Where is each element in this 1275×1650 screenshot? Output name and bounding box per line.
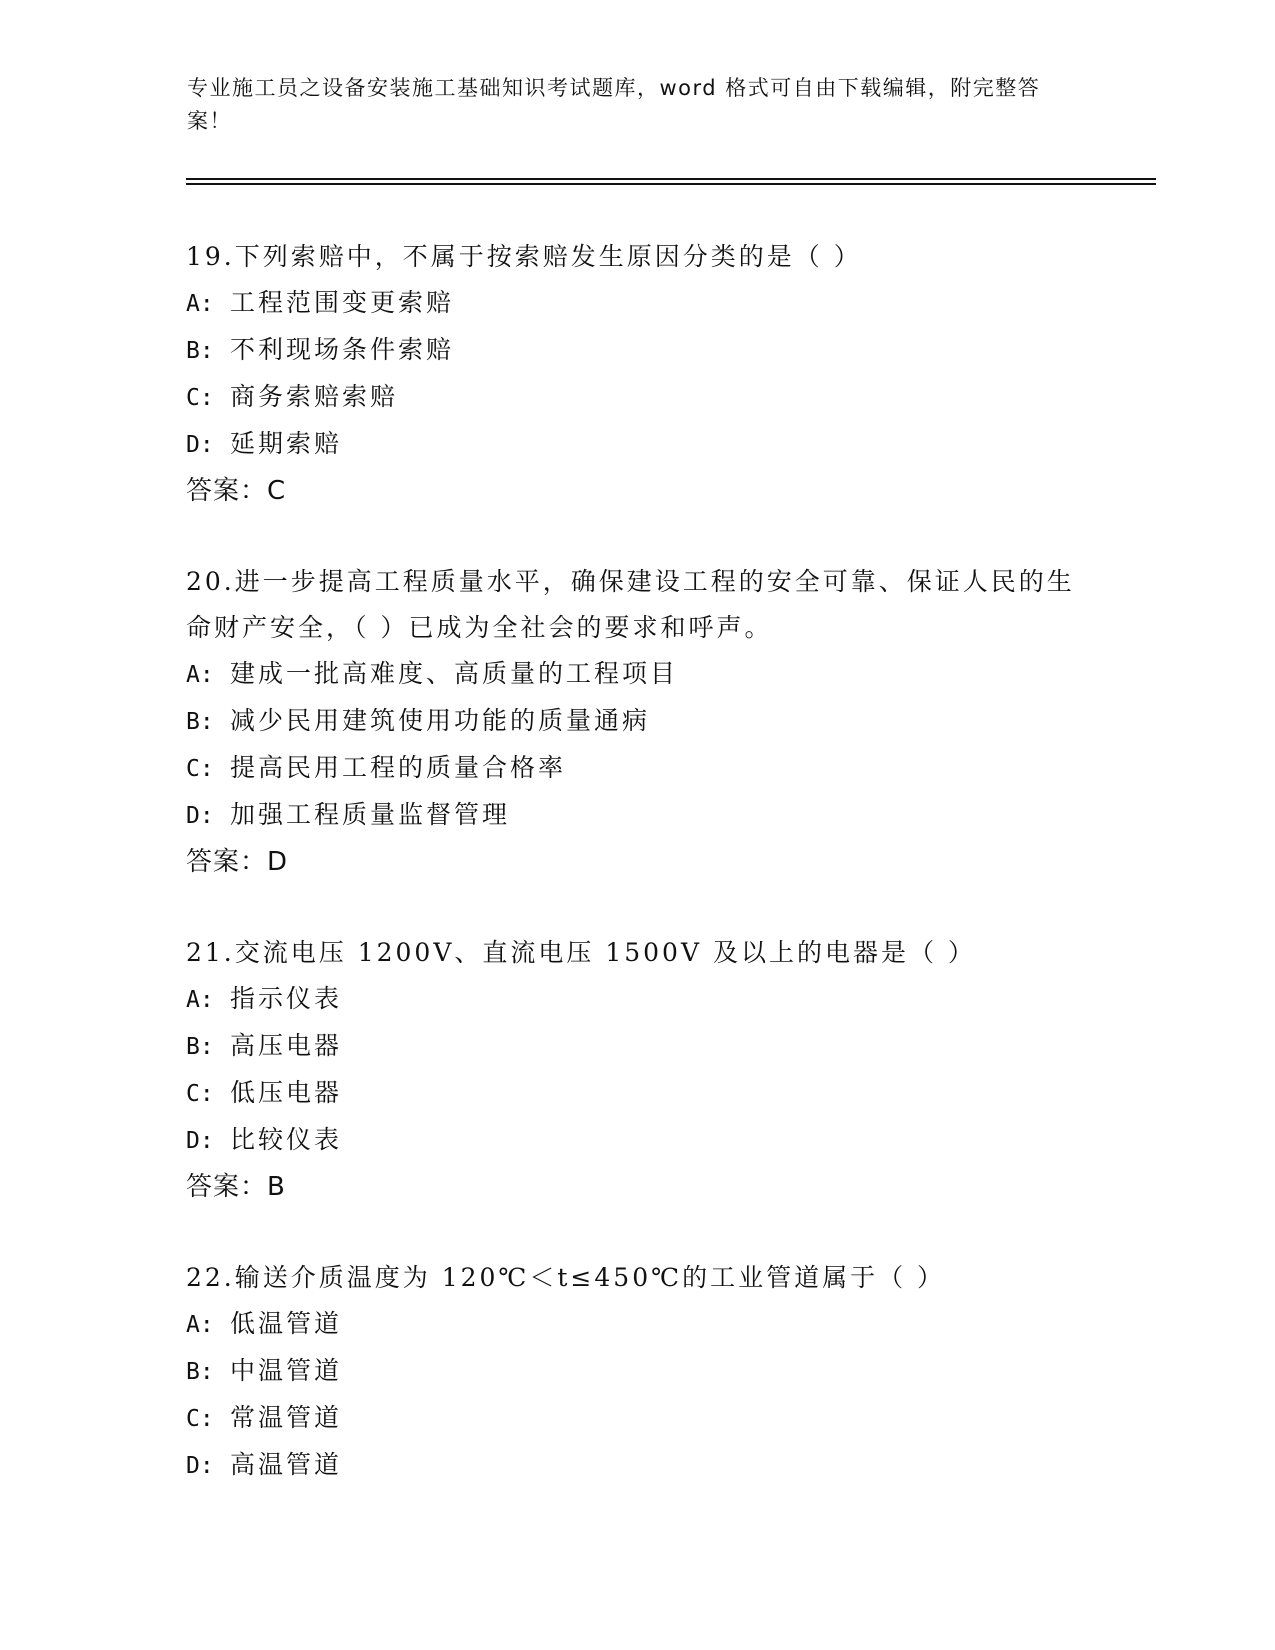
question-22: [186, 1255, 1086, 1489]
question-21: [186, 930, 1086, 1210]
page-header: 专业施工员之设备安装施工基础知识考试题库，word 格式可自由下载编辑，附完整答案！: [187, 76, 1041, 133]
question-stem: 19.下列索赔中，不属于按索赔发生原因分类的是（ ）: [186, 242, 862, 271]
option-text: 低温管道: [230, 1309, 343, 1338]
option-d: [186, 421, 1086, 468]
option-letter: A:: [186, 662, 214, 688]
option-text: 低压电器: [230, 1078, 343, 1107]
answer-line: 答案：C: [186, 476, 287, 506]
option-c: [186, 374, 1086, 421]
option-text: 高温管道: [230, 1450, 343, 1479]
option-d: [186, 1117, 1086, 1164]
option-text: 减少民用建筑使用功能的质量通病: [230, 706, 651, 735]
option-letter: C:: [186, 1406, 214, 1432]
question-stem: 20.进一步提高工程质量水平，确保建设工程的安全可靠、保证人民的生命财产安全，（ ）已成为全社会的要求和呼声。: [186, 567, 1075, 642]
option-a: [186, 976, 1086, 1023]
option-b: [186, 1023, 1086, 1070]
option-letter: C:: [186, 1081, 214, 1107]
question-19: [186, 234, 1086, 514]
question-stem: 21.交流电压 1200V、直流电压 1500V 及以上的电器是（ ）: [186, 938, 976, 967]
answer-line: 答案：D: [186, 847, 289, 877]
option-text: 常温管道: [230, 1403, 343, 1432]
option-c: [186, 745, 1086, 792]
answer-line: 答案：B: [186, 1172, 286, 1202]
option-letter: A:: [186, 1312, 214, 1338]
option-letter: D:: [186, 803, 214, 829]
option-letter: D:: [186, 1128, 214, 1154]
option-text: 指示仪表: [230, 984, 343, 1013]
option-text: 商务索赔索赔: [230, 382, 399, 411]
option-text: 提高民用工程的质量合格率: [230, 753, 567, 782]
header-divider-bottom: [186, 183, 1156, 185]
option-letter: C:: [186, 756, 214, 782]
option-letter: C:: [186, 385, 214, 411]
option-c: [186, 1395, 1086, 1442]
header-divider-top: [186, 178, 1156, 180]
option-a: [186, 280, 1086, 327]
option-text: 延期索赔: [230, 429, 343, 458]
option-letter: B:: [186, 1034, 214, 1060]
option-letter: B:: [186, 709, 214, 735]
option-b: [186, 698, 1086, 745]
option-letter: D:: [186, 432, 214, 458]
option-a: [186, 1301, 1086, 1348]
option-letter: A:: [186, 291, 214, 317]
option-c: [186, 1070, 1086, 1117]
option-text: 比较仪表: [230, 1125, 343, 1154]
option-a: [186, 651, 1086, 698]
question-stem: 22.输送介质温度为 120℃＜t≤450℃的工业管道属于（ ）: [186, 1263, 946, 1292]
option-text: 建成一批高难度、高质量的工程项目: [230, 659, 679, 688]
option-text: 高压电器: [230, 1031, 343, 1060]
option-text: 不利现场条件索赔: [230, 335, 455, 364]
option-letter: A:: [186, 987, 214, 1013]
option-letter: B:: [186, 1359, 214, 1385]
option-b: [186, 327, 1086, 374]
option-text: 加强工程质量监督管理: [230, 800, 511, 829]
question-list: [186, 234, 1086, 1534]
option-letter: D:: [186, 1453, 214, 1479]
option-text: 工程范围变更索赔: [230, 288, 455, 317]
option-d: [186, 1442, 1086, 1489]
option-text: 中温管道: [230, 1356, 343, 1385]
option-letter: B:: [186, 338, 214, 364]
option-d: [186, 792, 1086, 839]
question-20: [186, 559, 1086, 885]
option-b: [186, 1348, 1086, 1395]
